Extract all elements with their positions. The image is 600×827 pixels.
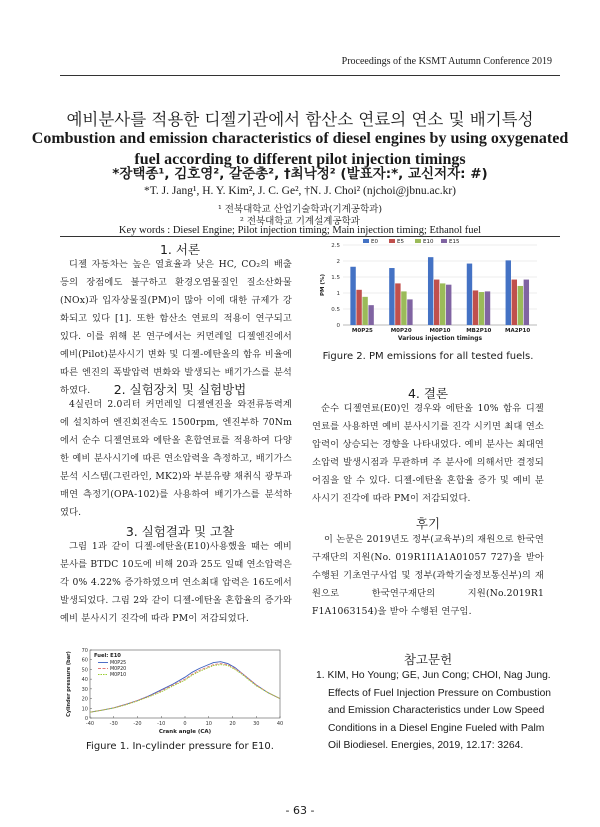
- bar: [356, 290, 361, 325]
- section-heading-results: 3. 실험결과 및 고찰: [125, 524, 235, 539]
- legend-label: E5: [397, 239, 404, 245]
- y-tick-label: 1.5: [331, 275, 340, 281]
- legend-label: E0: [371, 239, 378, 245]
- x-tick-label: M0P25: [351, 328, 373, 334]
- x-tick-label: MB2P10: [466, 328, 492, 334]
- proceedings-header: Proceedings of the KSMT Autumn Conference 2019: [341, 56, 552, 67]
- y-tick-label: 70: [81, 648, 88, 654]
- section-heading-ack: 후기: [415, 516, 441, 531]
- bar: [506, 260, 511, 325]
- y-tick-label: 50: [81, 667, 88, 674]
- section-heading-method: 2. 실험장치 및 실험방법: [113, 382, 247, 397]
- affiliation-1: ¹ 전북대학교 산업기술학과(기계공학과): [217, 204, 383, 215]
- y-tick-label: 2.5: [331, 243, 340, 249]
- x-axis-label: Crank angle (CA): [158, 729, 212, 735]
- bar: [467, 264, 472, 325]
- x-tick-label: M0P20: [390, 328, 412, 334]
- pm-emission-chart: [315, 237, 543, 345]
- section-heading-conclusion: 4. 결론: [407, 386, 449, 401]
- header-rule: [60, 75, 560, 76]
- y-tick-label: 2: [336, 259, 340, 265]
- section-text-method: 4실린더 2.0리터 커먼레일 디젤엔진을 와전류동력계에 설치하여 엔진회전속도 1500rpm, 엔진부하 70Nm에서 순수 디젤연료와 에탄올 혼합연료를 적용하여 다양한 예비 분사시기에 따른 연소압력을 측정하고, 배기가스 분석 시스템(그린라인, MK2)와 부분유량 채취식 광투과 매연 측정기(OPA-102)를 사용하여 배기가스를 분석하였다.: [60, 399, 292, 518]
- bar: [428, 257, 433, 325]
- figure-1-chart: [62, 644, 287, 736]
- bar: [434, 280, 439, 325]
- bar: [512, 280, 517, 325]
- bar: [524, 280, 529, 325]
- cylinder-pressure-chart: [62, 644, 287, 736]
- bar: [446, 285, 451, 325]
- keywords: Key words : Diesel Engine; Pilot injection timing; Main injection timing; Ethanol fuel: [118, 225, 482, 236]
- bar: [389, 268, 394, 325]
- x-tick-label: -10: [157, 721, 166, 727]
- affiliation-2: ² 전북대학교 기계설계공학과: [240, 216, 360, 227]
- page-number: - 63 -: [285, 804, 315, 817]
- title-korean: 예비분사를 적용한 디젤기관에서 함산소 연료의 연소 및 배기특성: [66, 110, 534, 129]
- bar: [485, 291, 490, 325]
- bar: [440, 283, 445, 325]
- bar: [473, 290, 478, 325]
- x-tick-label: MA2P10: [504, 328, 531, 334]
- y-tick-label: 0: [84, 716, 88, 722]
- bar: [368, 305, 373, 325]
- y-tick-label: 0: [336, 323, 340, 329]
- legend-swatch: [441, 239, 447, 243]
- legend-label: M0P10: [110, 673, 127, 678]
- x-tick-label: -30: [109, 721, 118, 727]
- authors-english: *T. J. Jang¹, H. Y. Kim², J. C. Ge², †N. J. Choi² (njchoi@jbnu.ac.kr): [144, 185, 456, 197]
- title-english: Combustion and emission characteristics of diesel engines by using oxygenated fuel according to different pilot injection timings: [31, 130, 569, 168]
- x-tick-label: 10: [205, 721, 212, 727]
- y-tick-label: 1: [336, 291, 340, 297]
- legend-label: E15: [449, 239, 460, 245]
- bar: [401, 291, 406, 325]
- section-text-ack: 이 논문은 2019년도 정부(교육부)의 재원으로 한국연구재단의 지원(No. 019R1I1A1A01057 727)을 받아 수행된 기초연구사업 및 정부(과학기술정보통신부)의 재원으로 한국연구재단의 지원(No.2019R1 F1A1063154)을 받아 수행된 연구임.: [312, 534, 544, 617]
- x-tick-label: 30: [253, 721, 260, 727]
- legend-label: M0P20: [110, 667, 127, 672]
- section-text-results: 그림 1과 같이 디젤-에탄올(E10)사용했을 때는 예비 분사를 BTDC 10도에 비해 20과 25도 일때 연소압력은 각 0% 4.22% 증가하였으며 연소최대 압력은 16도에서 발생되었다. 그림 2와 같이 디젤-에탄올 혼합율의 증가와 예비 분사시기 진각에 따라 PM이 저감되었다.: [60, 541, 292, 624]
- figure-1-caption: Figure 1. In-cylinder pressure for E10.: [86, 741, 274, 752]
- y-tick-label: 0.5: [331, 307, 340, 313]
- section-text-intro: 디젤 자동차는 높은 열효율과 낮은 HC, CO₂의 배출 등의 장점에도 불구하고 환경오염물질인 질소산화물(NOx)과 입자상물질(PM)이 많아 이에 대한 규제가 강화되고 있다 [1]. 또한 함산소 연료의 적용이 연구되고 있다. 이를 위해 본 연구에서는 커먼레일 디젤엔진에서 예비(Pilot)분사시기 변화 및 디젤-에탄올의 함유 비율에 따른 엔진의 폭발압력 변화와 발생되는 배기가스를 분석하였다.: [60, 259, 292, 396]
- reference-item: 1. KIM, Ho Young; GE, Jun Cong; CHOI, Nag Jung. Effects of Fuel Injection Pressure on Combustion and Emission Characteristics under Low Speed Conditions in a Diesel Engine Fueled with Palm Oil Biodiesel. Energies, 2019, 12.17: 3264.: [316, 670, 552, 751]
- bar: [479, 292, 484, 325]
- legend-swatch: [363, 239, 369, 243]
- section-heading-intro: 1. 서론: [159, 242, 201, 257]
- y-axis-label: Cylinder pressure (bar): [66, 651, 72, 717]
- x-tick-label: M0P10: [429, 328, 451, 334]
- legend-swatch: [389, 239, 395, 243]
- y-tick-label: 40: [81, 677, 88, 684]
- bar: [350, 267, 355, 325]
- bar: [395, 283, 400, 325]
- y-tick-label: 10: [81, 706, 88, 713]
- authors-korean: *장택종¹, 김호영², 갈준총², †최낙정² (발표자:*, 교신저자: #): [112, 166, 488, 182]
- bar: [407, 299, 412, 325]
- chart-title: Fuel: E10: [94, 653, 121, 659]
- y-tick-label: 20: [81, 696, 88, 703]
- legend-label: E10: [423, 239, 434, 245]
- y-tick-label: 30: [81, 686, 88, 693]
- x-axis-label: Various injection timings: [397, 335, 483, 342]
- figure-2-chart: [315, 237, 543, 345]
- x-tick-label: -20: [133, 721, 142, 727]
- x-tick-label: -40: [85, 721, 95, 727]
- bar: [518, 286, 523, 325]
- x-tick-label: 40: [276, 721, 284, 727]
- y-tick-label: 60: [81, 657, 88, 664]
- legend-label: M0P25: [110, 661, 127, 666]
- figure-2-caption: Figure 2. PM emissions for all tested fuels.: [322, 351, 534, 362]
- section-text-conclusion: 순수 디젤연료(E0)인 경우와 에탄올 10% 함유 디젤연료를 사용하면 예비 분사시기를 진각 시키면 최대 연소압력이 상승되는 경향을 나타내었다. 예비 분사는 최대연소압력 발생시점과 무관하며 주 분사에 의해서만 결정되어짐을 알 수 있다. 디젤-에탄올 혼합율 증가 및 예비 분사시기 진각에 따라 PM이 저감되었다.: [312, 403, 544, 504]
- bar: [362, 297, 367, 325]
- legend-swatch: [415, 239, 421, 243]
- y-axis-label: PM (%): [320, 274, 326, 296]
- x-tick-label: 20: [229, 721, 236, 727]
- x-tick-label: 0: [183, 721, 187, 727]
- section-heading-refs: 참고문헌: [403, 652, 453, 667]
